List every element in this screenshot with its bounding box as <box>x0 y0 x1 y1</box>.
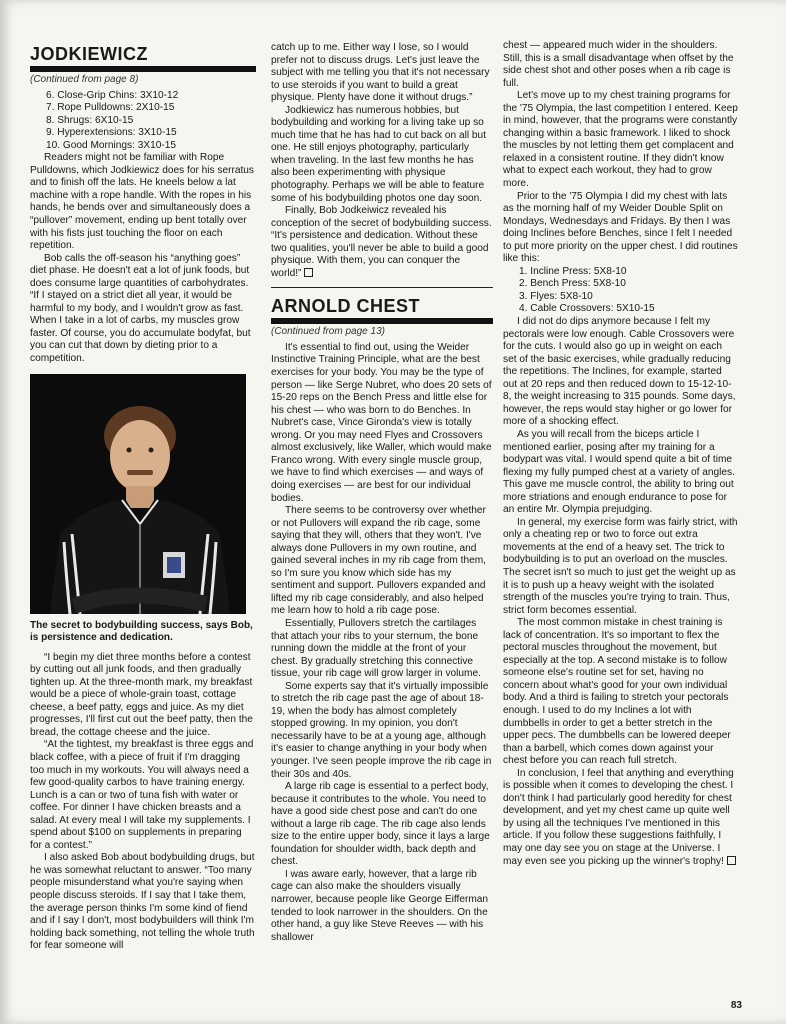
body-paragraph: A large rib cage is essential to a perfect body, because it contributes to the whole. You need to have a good side chest pose and can't do one without a large rib cage. The rib cage also lends size to the entire upper body, since it lays a large foundation for shoulder width, back depth and chest. <box>271 781 490 868</box>
body-paragraph: Prior to the '75 Olympia I did my chest with lats as the morning half of my Weider Double Split on Mondays, Wednesdays and Fridays. By then I was doing Inclines before Benches, since I felt I needed to put more priority on the upper chest. I did routines like this: <box>503 190 738 265</box>
headline-rule <box>30 66 256 72</box>
list-item: 7. Rope Pulldowns: 2X10-15 <box>46 102 175 114</box>
column-1 <box>30 36 256 953</box>
body-paragraph: The most common mistake in chest training is lack of concentration. It's so important to flex the pectoral muscles throughout the movement, but especially at the top. A second mistake is to follow someone else's routine set for set, having no concern about what's good for your own individual body. And a third is failing to stretch your pectorals enough. I used to do my Inclines a lot with dumbbells in order to get a better stretch in the upper pecs. The dumbbells can be lowered deeper than a barbell, which comes down against your chest before you can reach full stretch. <box>503 617 731 767</box>
body-paragraph-text: In conclusion, I feel that anything and everything is possible when it comes to developing the chest. I don't think I had particularly good heredity for chest development, and yet my chest came up quite well by using all the techniques I've mentioned in this article. If you follow these suggestions faithfully, I may one day see you on stage at the Universe. I may even see you picking up the winner's trophy! <box>503 767 734 867</box>
list-item: 2. Bench Press: 5X8-10 <box>519 278 626 290</box>
jodkiewicz-continued-note: (Continued from page 8) <box>30 74 139 85</box>
body-paragraph: Essentially, Pullovers stretch the cartilages that attach your ribs to your sternum, the bone running down the middle at the front of your chest. By gradually stretching this connective tissue, your rib cage will grow larger in volume. <box>271 617 481 680</box>
list-item: 1. Incline Press: 5X8-10 <box>519 265 627 277</box>
body-paragraph: catch up to me. Either way I lose, so I would prefer not to discuss drugs. Let's just leave the subject with me telling you that it's not necessary to use steroids if you want to build a great physique. Plenty have done it without drugs.” <box>271 42 490 104</box>
body-paragraph: In general, my exercise form was fairly strict, with only a cheating rep or two to force out extra movements at the end of a heavy set. The trick to bodybuilding is to put an overload on the muscles. The secret isn't so much to just get the weight up as it is to push up a heavy weight with the isolated strength of the muscles you're trying to train. Thus, strict form becomes essential. <box>503 516 738 616</box>
body-paragraph: It's essential to find out, using the Weider Instinctive Training Principle, what are the best exercises for your body. You may be the type of person — like Serge Nubret, who does 20 sets of 15-20 reps on the Bench Press and little else for his chest — who was born to do Benches. In Nubret's case, Vince Gironda's view is totally wrong. Or you may need Flyes and Crossovers almost exclusively, like Waller, which would make Franco wrong. With every single muscle group, we have to find which exercises — and ways of doing exercises — are best for our individual bodies. <box>271 341 492 504</box>
arnold-continued-note: (Continued from page 13) <box>271 326 385 338</box>
athlete-photo <box>30 374 246 614</box>
photo-caption: The secret to bodybuilding success, says Bob, is persistence and dedication. <box>30 619 253 643</box>
body-paragraph: Let's move up to my chest training programs for the '75 Olympia, the last competition I entered. Keep in mind, however, that the programs were constantly changing within a basic framework. I liked to shock the muscles by not letting them get complacent and relaxed in a consistent routine. If they didn't know what to expect each workout, they had to grow more. <box>503 90 738 190</box>
body-paragraph: chest — appeared much wider in the shoulders. Still, this is a small disadvantage when offset by the side chest shot and other poses when a rib cage is full. <box>503 40 734 89</box>
page-number: 83 <box>730 1000 742 1011</box>
column-2 <box>271 42 493 944</box>
body-paragraph: I did not do dips anymore because I felt my pectorals were low enough. Cable Crossovers were for the cuts. I would also go up in weight on each set of the basic exercises, while gradually reducing the repetitions. The Inclines, for example, started out at 20 reps and then reduced down to 15-12-10-8, the weight increasing to 315 pounds. Some days, however, the reps would stay higher or go lower for more of a shocking effect. <box>503 316 736 428</box>
body-paragraph: Some experts say that it's virtually impossible to stretch the rib cage past the age of about 18-19, when the body has almost completely stopped growing. In my opinion, you don't necessarily have to be at a young age, although it's easier to change anything in your body when younger. I've seen people improve the rib cage in their 30s and 40s. <box>271 680 492 780</box>
body-paragraph: Bob calls the off-season his “anything goes” diet phase. He doesn't eat a lot of junk foods, but does consume large quantities of carbohydrates. “If I stayed on a strict diet all year, it would be harmful to my body, and I wouldn't grow as fast. When I take in a lot of carbs, my muscles grow faster. Of course, you do accumulate bodyfat, but you can cut that down by dieting prior to a competition. <box>30 252 251 365</box>
column-3 <box>503 40 738 868</box>
chest-routine-list <box>503 266 738 316</box>
arnold-headline: ARNOLD CHEST <box>271 296 420 317</box>
headline-rule <box>271 318 493 324</box>
body-paragraph: I was aware early, however, that a large rib cage can also make the shoulders visually narrower, because people like George Eifferman tended to look narrower in the shoulders. On the other hand, a guy like Steve Reeves — with his shallower <box>271 868 489 943</box>
body-paragraph: I also asked Bob about bodybuilding drugs, but he was somewhat reluctant to answer. “Too many people misunderstand what you're saying when people discuss steroids. If I say that I take them, the average person thinks I'm some kind of fiend and if I say I don't, most bodybuilders will think I'm holding back something, not telling the whole truth for fear someone will <box>30 852 255 952</box>
article-divider <box>271 287 493 288</box>
list-item: 10. Good Mornings: 3X10-15 <box>46 139 177 151</box>
body-paragraph-text: Finally, Bob Jodkeiwicz revealed his conception of the secret of bodybuilding success. “It's persistence and dedication. Without these two qualities, you'll never be able to build a good physique. With them, you can conquer the world!” <box>271 205 492 279</box>
jodkiewicz-exercise-list <box>30 90 256 153</box>
body-paragraph: As you will recall from the biceps article I mentioned earlier, posing after my training for a bodypart was vital. I would spend quite a bit of time flexing my fully pumped chest at a variety of angles. This gave me muscle control, the ability to bring out more striations and enough endurance to pose for an entire Mr. Olympia prejudging. <box>503 428 735 516</box>
body-paragraph <box>271 205 493 280</box>
list-item: 9. Hyperextensions: 3X10-15 <box>46 127 177 139</box>
list-item: 6. Close-Grip Chins: 3X10-12 <box>46 89 179 101</box>
body-paragraph: Readers might not be familiar with Rope Pulldowns, which Jodkiewicz does for his serratus and to finish off the lats. He kneels below a lat machine with a rope handle. With the ropes in his hands, he bends over and simultaneously does a “pullover” movement, ending up bent totally over with his fists just touching the floor on each repetition. <box>30 152 254 252</box>
athlete-photo-illustration <box>30 374 246 614</box>
jodkiewicz-headline: JODKIEWICZ <box>30 44 149 64</box>
list-item: 3. Flyes: 5X8-10 <box>519 290 593 302</box>
list-item: 8. Shrugs: 6X10-15 <box>46 114 134 126</box>
body-paragraph <box>503 768 738 868</box>
body-paragraph: Jodkiewicz has numerous hobbies, but bodybuilding and working for a living take up so much time that he has had to cut back on all but one. He still enjoys photography, particularly when traveling. In the last few months he has also been experimenting with physique photography. Perhaps we will be able to feature some of his bodybuilding photos one day soon. <box>271 104 487 204</box>
body-paragraph: “I begin my diet three months before a contest by cutting out all junk foods, and then gradually tighten up. At the three-month mark, my breakfast would be a piece of whole-grain toast, cottage cheese, a beef patty, eggs and juice. As my diet progresses, I'll first cut out the beef patty, then the bread, the cottage cheese and the juice. <box>30 651 253 738</box>
body-paragraph: “At the tightest, my breakfast is three eggs and black coffee, with a piece of fruit if I'm dragging too much in my workouts. You will always need a few good-quality carbos to have training energy. Lunch is a can or two of tuna fish with water or coffee. For dinner I have chicken breasts and a salad. At every meal I will take my supplements. I spend about $100 on supplements in preparing for a contest.” <box>30 739 254 851</box>
end-of-article-mark <box>304 268 313 277</box>
end-of-article-mark <box>727 856 736 865</box>
list-item: 4. Cable Crossovers: 5X10-15 <box>519 303 655 315</box>
body-paragraph: There seems to be controversy over whether or not Pullovers will expand the rib cage, some saying that they will, others that they won't. I've always done Pullovers in my own routine, and gained several inches in my rib cage from them, so I'm sure you know which side has my sentiment and support. Pullovers expanded and lifted my rib cage considerably, and also helped me learn how to hold a rib cage pose. <box>271 505 486 617</box>
